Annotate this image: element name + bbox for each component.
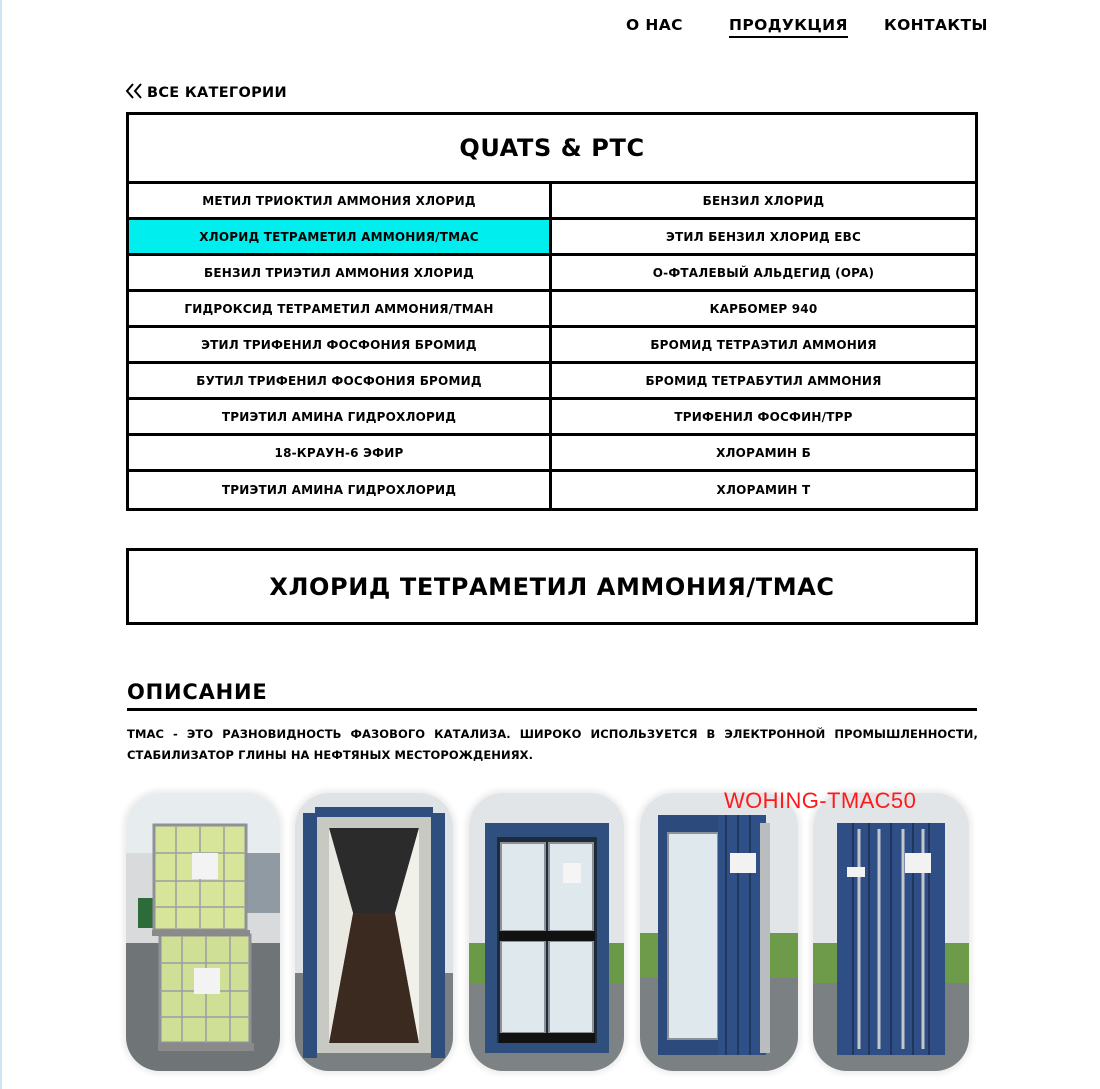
- nav-contacts[interactable]: КОНТАКТЫ: [884, 16, 988, 34]
- product-watermark: WOHING-TMAC50: [724, 788, 917, 813]
- category-item[interactable]: БРОМИД ТЕТРАЭТИЛ АММОНИЯ: [552, 328, 975, 364]
- category-item[interactable]: 18-КРАУН-6 ЭФИР: [129, 436, 552, 472]
- category-item[interactable]: ГИДРОКСИД ТЕТРАМЕТИЛ АММОНИЯ/TMAH: [129, 292, 552, 328]
- description-heading: ОПИСАНИЕ: [127, 680, 977, 711]
- top-nav: [2, 12, 1100, 42]
- category-item[interactable]: ЭТИЛ БЕНЗИЛ ХЛОРИД EBC: [552, 220, 975, 256]
- category-item[interactable]: БРОМИД ТЕТРАБУТИЛ АММОНИЯ: [552, 364, 975, 400]
- all-categories-link[interactable]: [125, 83, 287, 103]
- category-item[interactable]: БЕНЗИЛ ХЛОРИД: [552, 184, 975, 220]
- category-item[interactable]: ТРИЭТИЛ АМИНА ГИДРОХЛОРИД: [129, 472, 552, 508]
- all-categories-label: ВСЕ КАТЕГОРИИ: [147, 85, 287, 101]
- category-item[interactable]: КАРБОМЕР 940: [552, 292, 975, 328]
- category-item[interactable]: ХЛОРАМИН Т: [716, 483, 811, 497]
- category-item[interactable]: ТРИФЕНИЛ ФОСФИН/TPP: [552, 400, 975, 436]
- product-gallery: [2, 793, 1100, 1073]
- category-table: [126, 112, 978, 511]
- product-title: ХЛОРИД ТЕТРАМЕТИЛ АММОНИЯ/TMAC: [126, 548, 978, 625]
- category-item[interactable]: ХЛОРАМИН Б: [552, 436, 975, 472]
- category-item[interactable]: О-ФТАЛЕВЫЙ АЛЬДЕГИД (OPA): [552, 256, 975, 292]
- empty-container-photo[interactable]: [295, 793, 453, 1071]
- description-text: TMAC - ЭТО РАЗНОВИДНОСТЬ ФАЗОВОГО КАТАЛИЗА. ШИРОКО ИСПОЛЬЗУЕТСЯ В ЭЛЕКТРОННОЙ ПРОМЫШЛЕННОСТИ, СТАБИЛИЗАТОР ГЛИНЫ НА НЕФТЯНЫХ МЕСТОРОЖДЕНИЯХ.: [127, 727, 978, 762]
- category-grid: [129, 184, 975, 508]
- category-item[interactable]: МЕТИЛ ТРИОКТИЛ АММОНИЯ ХЛОРИД: [129, 184, 552, 220]
- category-item-active[interactable]: ХЛОРИД ТЕТРАМЕТИЛ АММОНИЯ/TMAC: [129, 220, 552, 256]
- category-item[interactable]: ЭТИЛ ТРИФЕНИЛ ФОСФОНИЯ БРОМИД: [129, 328, 552, 364]
- loaded-container-photo[interactable]: [469, 793, 624, 1071]
- nav-about[interactable]: О НАС: [626, 16, 683, 34]
- category-item[interactable]: БУТИЛ ТРИФЕНИЛ ФОСФОНИЯ БРОМИД: [129, 364, 552, 400]
- category-item[interactable]: БЕНЗИЛ ТРИЭТИЛ АММОНИЯ ХЛОРИД: [129, 256, 552, 292]
- half-closed-container-photo[interactable]: [640, 793, 798, 1071]
- closed-container-photo[interactable]: [813, 793, 969, 1071]
- ibc-tote-stack-photo[interactable]: [126, 793, 280, 1071]
- nav-products[interactable]: ПРОДУКЦИЯ: [729, 16, 848, 38]
- category-item[interactable]: ТРИЭТИЛ АМИНА ГИДРОХЛОРИД: [129, 400, 552, 436]
- category-title: QUATS & PTC: [129, 115, 975, 184]
- double-chevron-left-icon: [125, 83, 143, 103]
